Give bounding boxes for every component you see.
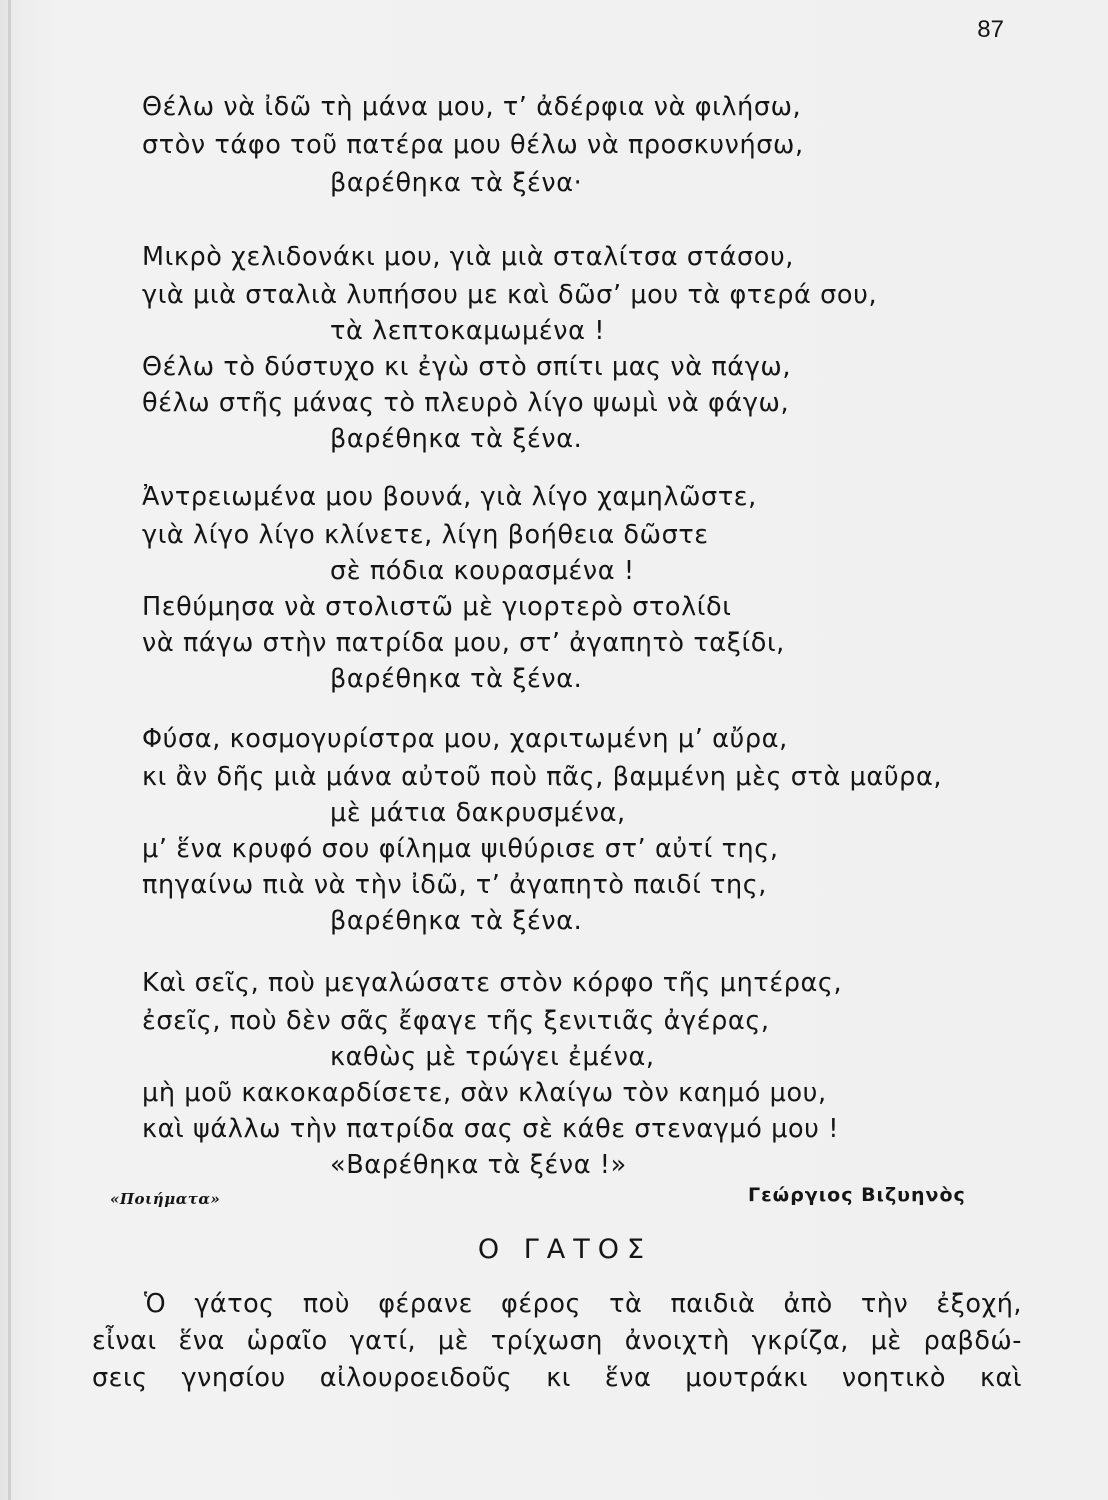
poem-line: βαρέθηκα τὰ ξένα. bbox=[330, 664, 583, 694]
prose-line: εἶναι ἕνα ὡραῖο γατί, μὲ τρίχωση ἀνοιχτὴ γκρίζα, μὲ ραβδώ- bbox=[92, 1326, 1022, 1356]
poem-line: Μικρὸ χελιδονάκι μου, γιὰ μιὰ σταλίτσα στάσου, bbox=[142, 242, 795, 272]
poem-line: βαρέθηκα τὰ ξένα. bbox=[330, 906, 583, 936]
prose-line: Ὁ γάτος ποὺ φέρανε φέρος τὰ παιδιὰ ἀπὸ τὴν ἐξοχή, bbox=[144, 1289, 1022, 1319]
poem-line: καὶ ψάλλω τὴν πατρίδα σας σὲ κάθε στεναγμό μου ! bbox=[142, 1114, 840, 1144]
poem-line: πηγαίνω πιὰ νὰ τὴν ἰδῶ, τ’ ἀγαπητὸ παιδί της, bbox=[142, 870, 768, 900]
poem-line: γιὰ λίγο λίγο κλίνετε, λίγη βοήθεια δῶστε bbox=[142, 520, 709, 550]
poem-line: μὴ μοῦ κακοκαρδίσετε, σὰν κλαίγω τὸν καημό μου, bbox=[142, 1078, 827, 1108]
poem-line: Πεθύμησα νὰ στολιστῶ μὲ γιορτερὸ στολίδι bbox=[142, 592, 732, 622]
poem-line: κι ἂν δῆς μιὰ μάνα αὐτοῦ ποὺ πᾶς, βαμμένη μὲς στὰ μαῦρα, bbox=[142, 762, 943, 792]
poem-line: Θέλω τὸ δύστυχο κι ἐγὼ στὸ σπίτι μας νὰ πάγω, bbox=[142, 352, 792, 382]
poem-line: μ’ ἕνα κρυφό σου φίλημα ψιθύρισε στ’ αὐτί της, bbox=[142, 834, 779, 864]
poem-line: γιὰ μιὰ σταλιὰ λυπήσου με καὶ δῶσ’ μου τὰ φτερά σου, bbox=[142, 280, 878, 310]
poem-line: θέλω στῆς μάνας τὸ πλευρὸ λίγο ψωμὶ νὰ φάγω, bbox=[142, 388, 790, 418]
poem-line: βαρέθηκα τὰ ξένα. bbox=[330, 424, 583, 454]
poem-line: στὸν τάφο τοῦ πατέρα μου θέλω νὰ προσκυνήσω, bbox=[142, 130, 804, 160]
poem-line: ἐσεῖς, ποὺ δὲν σᾶς ἔφαγε τῆς ξενιτιᾶς ἀγέρας, bbox=[142, 1006, 770, 1036]
poem-line: μὲ μάτια δακρυσμένα, bbox=[330, 798, 626, 828]
poem-line: Καὶ σεῖς, ποὺ μεγαλώσατε στὸν κόρφο τῆς μητέρας, bbox=[142, 968, 843, 998]
poem-line: Ἀντρειωμένα μου βουνά, γιὰ λίγο χαμηλῶστε, bbox=[142, 482, 757, 512]
poem-line: νὰ πάγω στὴν πατρίδα μου, στ’ ἀγαπητὸ ταξίδι, bbox=[142, 628, 785, 658]
source-title: «Ποιήματα» bbox=[110, 1190, 221, 1208]
page-number: 87 bbox=[977, 16, 1004, 43]
section-title: Ο ΓΑΤΟΣ bbox=[477, 1234, 653, 1265]
page-gutter bbox=[8, 0, 11, 1500]
poem-line: βαρέθηκα τὰ ξένα· bbox=[330, 168, 583, 198]
poem-line: «Βαρέθηκα τὰ ξένα !» bbox=[330, 1150, 627, 1180]
poem-line: καθὼς μὲ τρώγει ἐμένα, bbox=[330, 1042, 655, 1072]
prose-paragraph bbox=[92, 1286, 1022, 1397]
author-name: Γεώργιος Βιζυηνὸς bbox=[748, 1184, 966, 1206]
poem-line: σὲ πόδια κουρασμένα ! bbox=[330, 556, 635, 586]
poem-line: Φύσα, κοσμογυρίστρα μου, χαριτωμένη μ’ αὔρα, bbox=[142, 724, 788, 754]
poem-line: τὰ λεπτοκαμωμένα ! bbox=[330, 316, 606, 346]
poem-line: Θέλω νὰ ἰδῶ τὴ μάνα μου, τ’ ἀδέρφια νὰ φιλήσω, bbox=[142, 92, 802, 122]
prose-line: σεις γνησίου αἰλουροειδοῦς κι ἕνα μουτράκι νοητικὸ καὶ bbox=[92, 1363, 1022, 1393]
